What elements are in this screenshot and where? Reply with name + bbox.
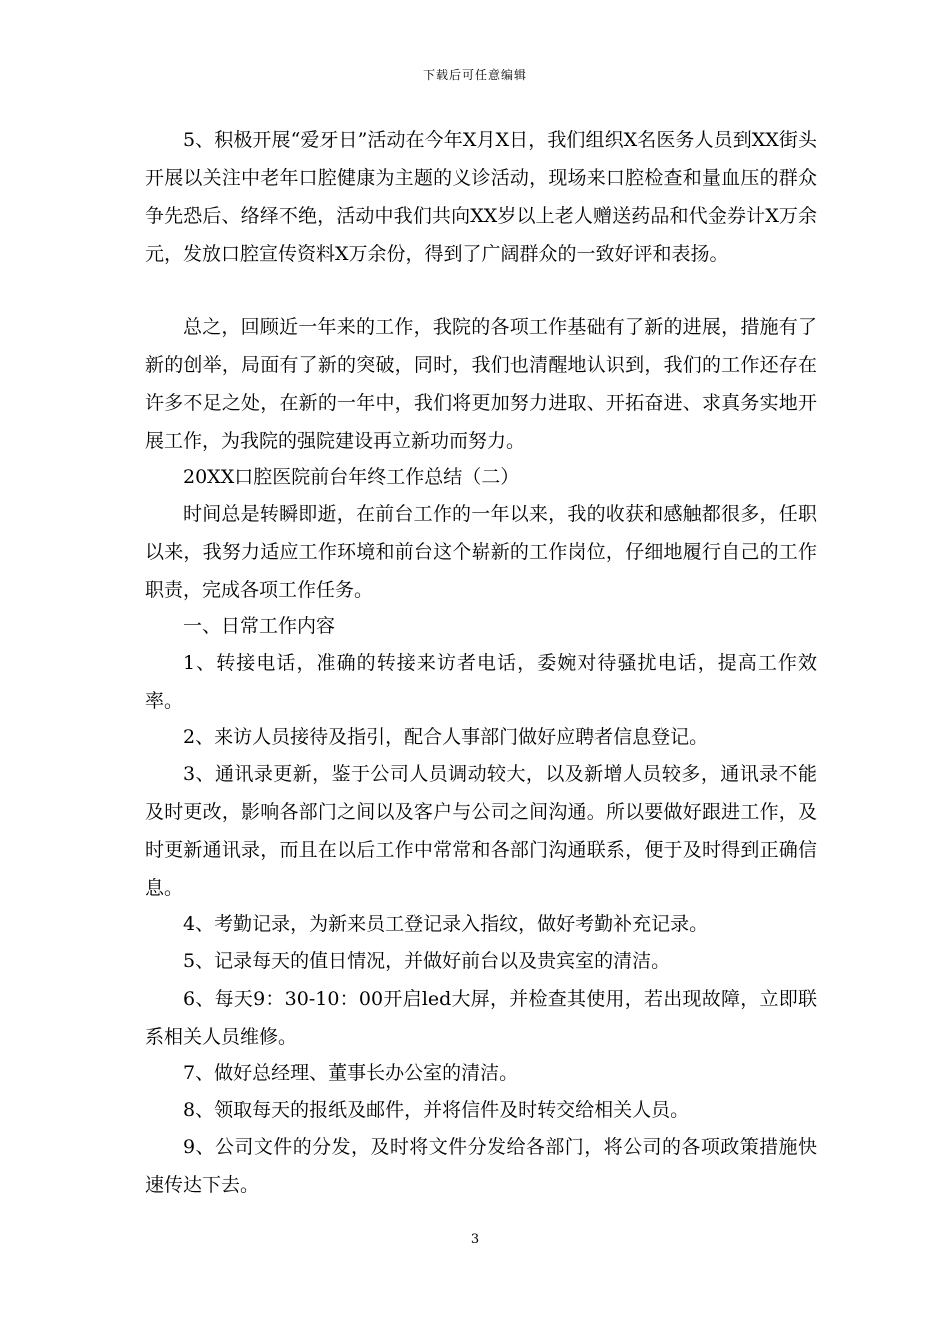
subheading-daily-work: 一、日常工作内容 (183, 615, 336, 637)
list-item-9: 9、公司文件的分发，及时将文件分发给各部门，将公司的各项政策措施快速传达下去。 (145, 1136, 817, 1196)
list-item-7: 7、做好总经理、董事长办公室的清洁。 (183, 1062, 519, 1084)
list-item-6: 6、每天9：30-10：00开启led大屏，并检查其使用，若出现故障，立即联系相关人员维修。 (145, 988, 817, 1048)
paragraph-intro: 时间总是转瞬即逝，在前台工作的一年以来，我的收获和感触都很多，任职以来，我努力适应工作环境和前台这个崭新的工作岗位，仔细地履行自己的工作职责，完成各项工作任务。 (145, 503, 817, 601)
list-item-3: 3、通讯录更新，鉴于公司人员调动较大，以及新增人员较多，通讯录不能及时更改，影响各部门之间以及客户与公司之间沟通。所以要做好跟进工作，及时更新通讯录，而且在以后工作中常常和各部门沟通联系，便于及时得到正确信息。 (145, 763, 817, 899)
paragraph-aiyari: 5、积极开展“爱牙日”活动在今年X月X日，我们组织X名医务人员到XX街头开展以关注中老年口腔健康为主题的义诊活动，现场来口腔检查和量血压的群众争先恐后、络绎不绝，活动中我们共向XX岁以上老人赠送药品和代金券计X万余元，发放口腔宣传资料X万余份，得到了广阔群众的一致好评和表扬。 (145, 129, 817, 265)
page-header: 下载后可任意编辑 (422, 68, 527, 82)
list-item-4: 4、考勤记录，为新来员工登记录入指纹，做好考勤补充记录。 (183, 913, 709, 935)
list-item-1: 1、转接电话，准确的转接来访者电话，委婉对待骚扰电话，提高工作效率。 (145, 652, 817, 712)
list-item-5: 5、记录每天的值日情况，并做好前台以及贵宾室的清洁。 (183, 950, 671, 972)
section-title: 20XX口腔医院前台年终工作总结（二） (183, 466, 520, 488)
list-item-2: 2、来访人员接待及指引，配合人事部门做好应聘者信息登记。 (183, 726, 709, 748)
page-number: 3 (470, 1232, 480, 1247)
paragraph-summary: 总之，回顾近一年来的工作，我院的各项工作基础有了新的进展，措施有了新的创举，局面有了新的突破，同时，我们也清醒地认识到，我们的工作还存在许多不足之处，在新的一年中，我们将更加努力进取、开拓奋进、求真务实地开展工作，为我院的强院建设再立新功而努力。 (145, 316, 817, 452)
list-item-8: 8、领取每天的报纸及邮件，并将信件及时转交给相关人员。 (183, 1099, 690, 1121)
